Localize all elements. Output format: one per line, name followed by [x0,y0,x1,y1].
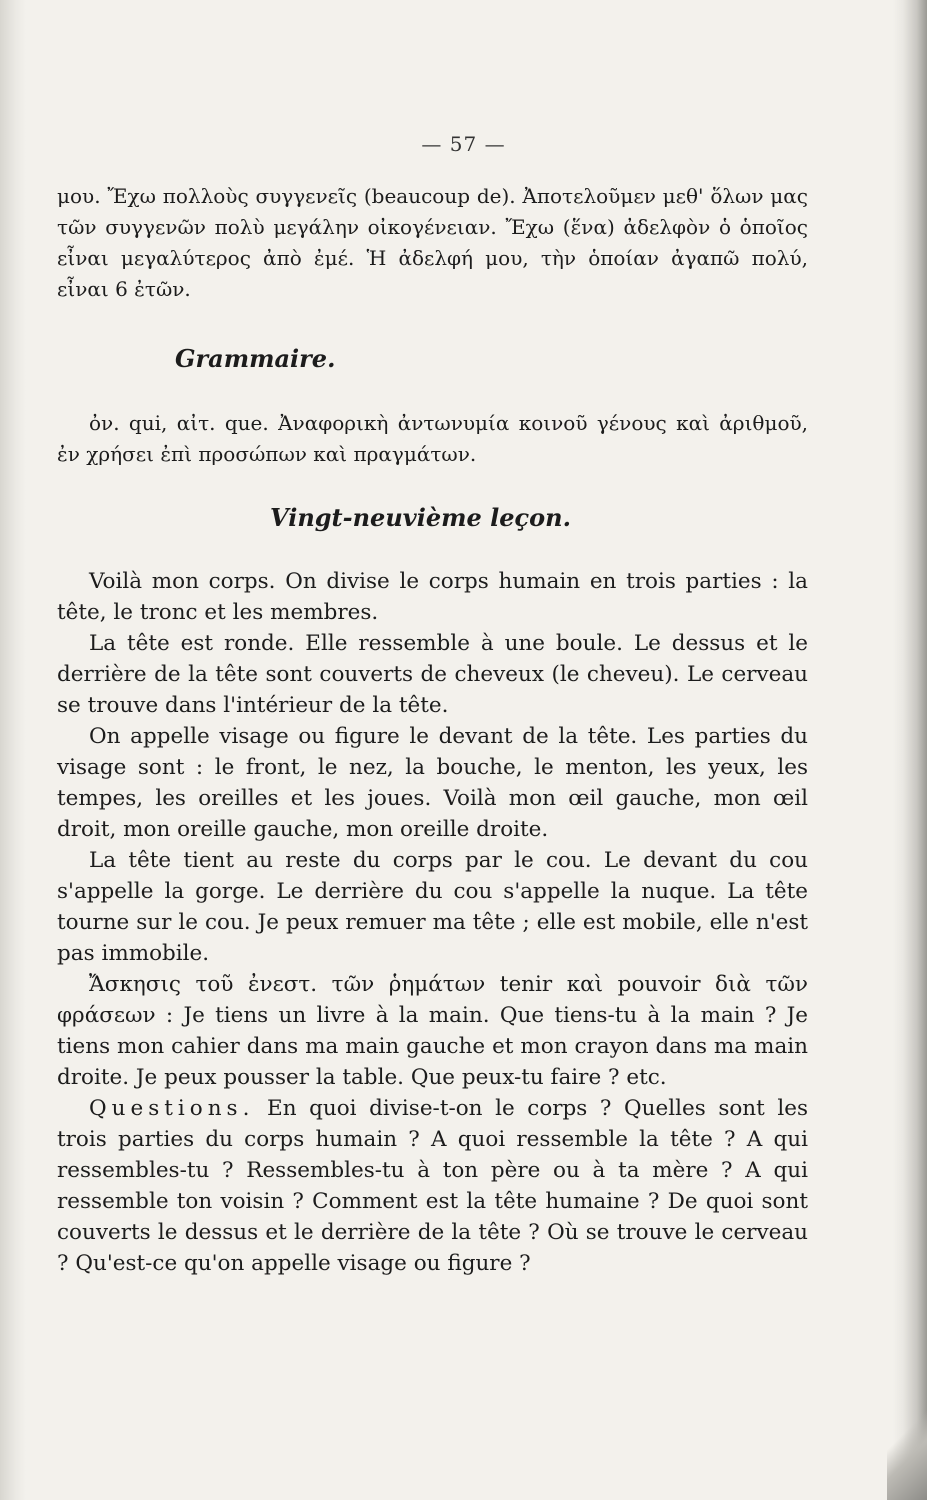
greek-passage: μου. Ἔχω πολλοὺς συγγενεῖς (beaucoup de). Ἀποτελοῦμεν μεθ' ὅλων μας τῶν συγγενῶν πολὺ μεγάλην οἰκογένειαν. Ἔχω (ἕνα) ἀδελφὸν ὁ ὁποῖος εἶναι μεγαλύτερος ἀπὸ ἐμέ. Ἡ ἀδελφή μου, τὴν ὁποίαν ἀγαπῶ πολύ, εἶναι 6 ἐτῶν. [57,184,808,301]
page-gutter-shadow [0,0,26,1500]
questions-text: En quoi divise-t-on le corps ? Quelles sont les trois parties du corps humain ? A quoi ressemble la tête ? A qui ressembles-tu ? Ressembles-tu à ton père ou à ta mère ? A qui ressemble ton voisin ? Comment est la tête humaine ? De quoi sont couverts le dessus et le derrière de la tête ? Où se trouve le cerveau ? Qu'est-ce qu'on appelle visage ou figure ? [57,1096,809,1276]
questions-paragraph [57,1093,808,1279]
grammar-heading: Grammaire. [175,344,336,373]
page-curl [887,1390,927,1500]
lesson-title: Vingt-neuvième leçon. [270,503,571,532]
page-edge [893,0,927,1500]
paragraph: La tête tient au reste du corps par le cou. Le devant du cou s'appelle la gorge. Le derrière du cou s'appelle la nuque. La tête tourne sur le cou. Je peux remuer ma tête ; elle est mobile, elle n'est pas immobile. [57,848,808,966]
paragraph: La tête est ronde. Elle ressemble à une boule. Le dessus et le derrière de la tête sont couverts de cheveux (le cheveu). Le cerveau se trouve dans l'intérieur de la tête. [57,631,808,718]
lesson-body [57,566,808,1279]
page-number: — 57 — [421,132,506,156]
grammar-note: ὀν. qui, αἰτ. que. Ἀναφορικὴ ἀντωνυμία κοινοῦ γένους καὶ ἀριθμοῦ, ἐν χρήσει ἐπὶ προσώπων καὶ πραγμάτων. [57,411,808,466]
paragraph: On appelle visage ou figure le devant de la tête. Les parties du visage sont : le front, le nez, la bouche, le menton, les yeux, les tempes, les oreilles et les joues. Voilà mon œil gauche, mon œil droit, mon oreille gauche, mon oreille droite. [57,724,808,842]
questions-label: Questions. [89,1096,255,1121]
exercise-paragraph: Ἄσκησις τοῦ ἐνεστ. τῶν ῥημάτων tenir καὶ pouvoir διὰ τῶν φράσεων : Je tiens un livre à la main. Que tiens-tu à la main ? Je tiens mon cahier dans ma main gauche et mon crayon dans ma main droite. Je peux pousser la table. Que peux-tu faire ? etc. [57,972,808,1090]
paragraph: Voilà mon corps. On divise le corps humain en trois parties : la tête, le tronc et les membres. [57,569,808,625]
